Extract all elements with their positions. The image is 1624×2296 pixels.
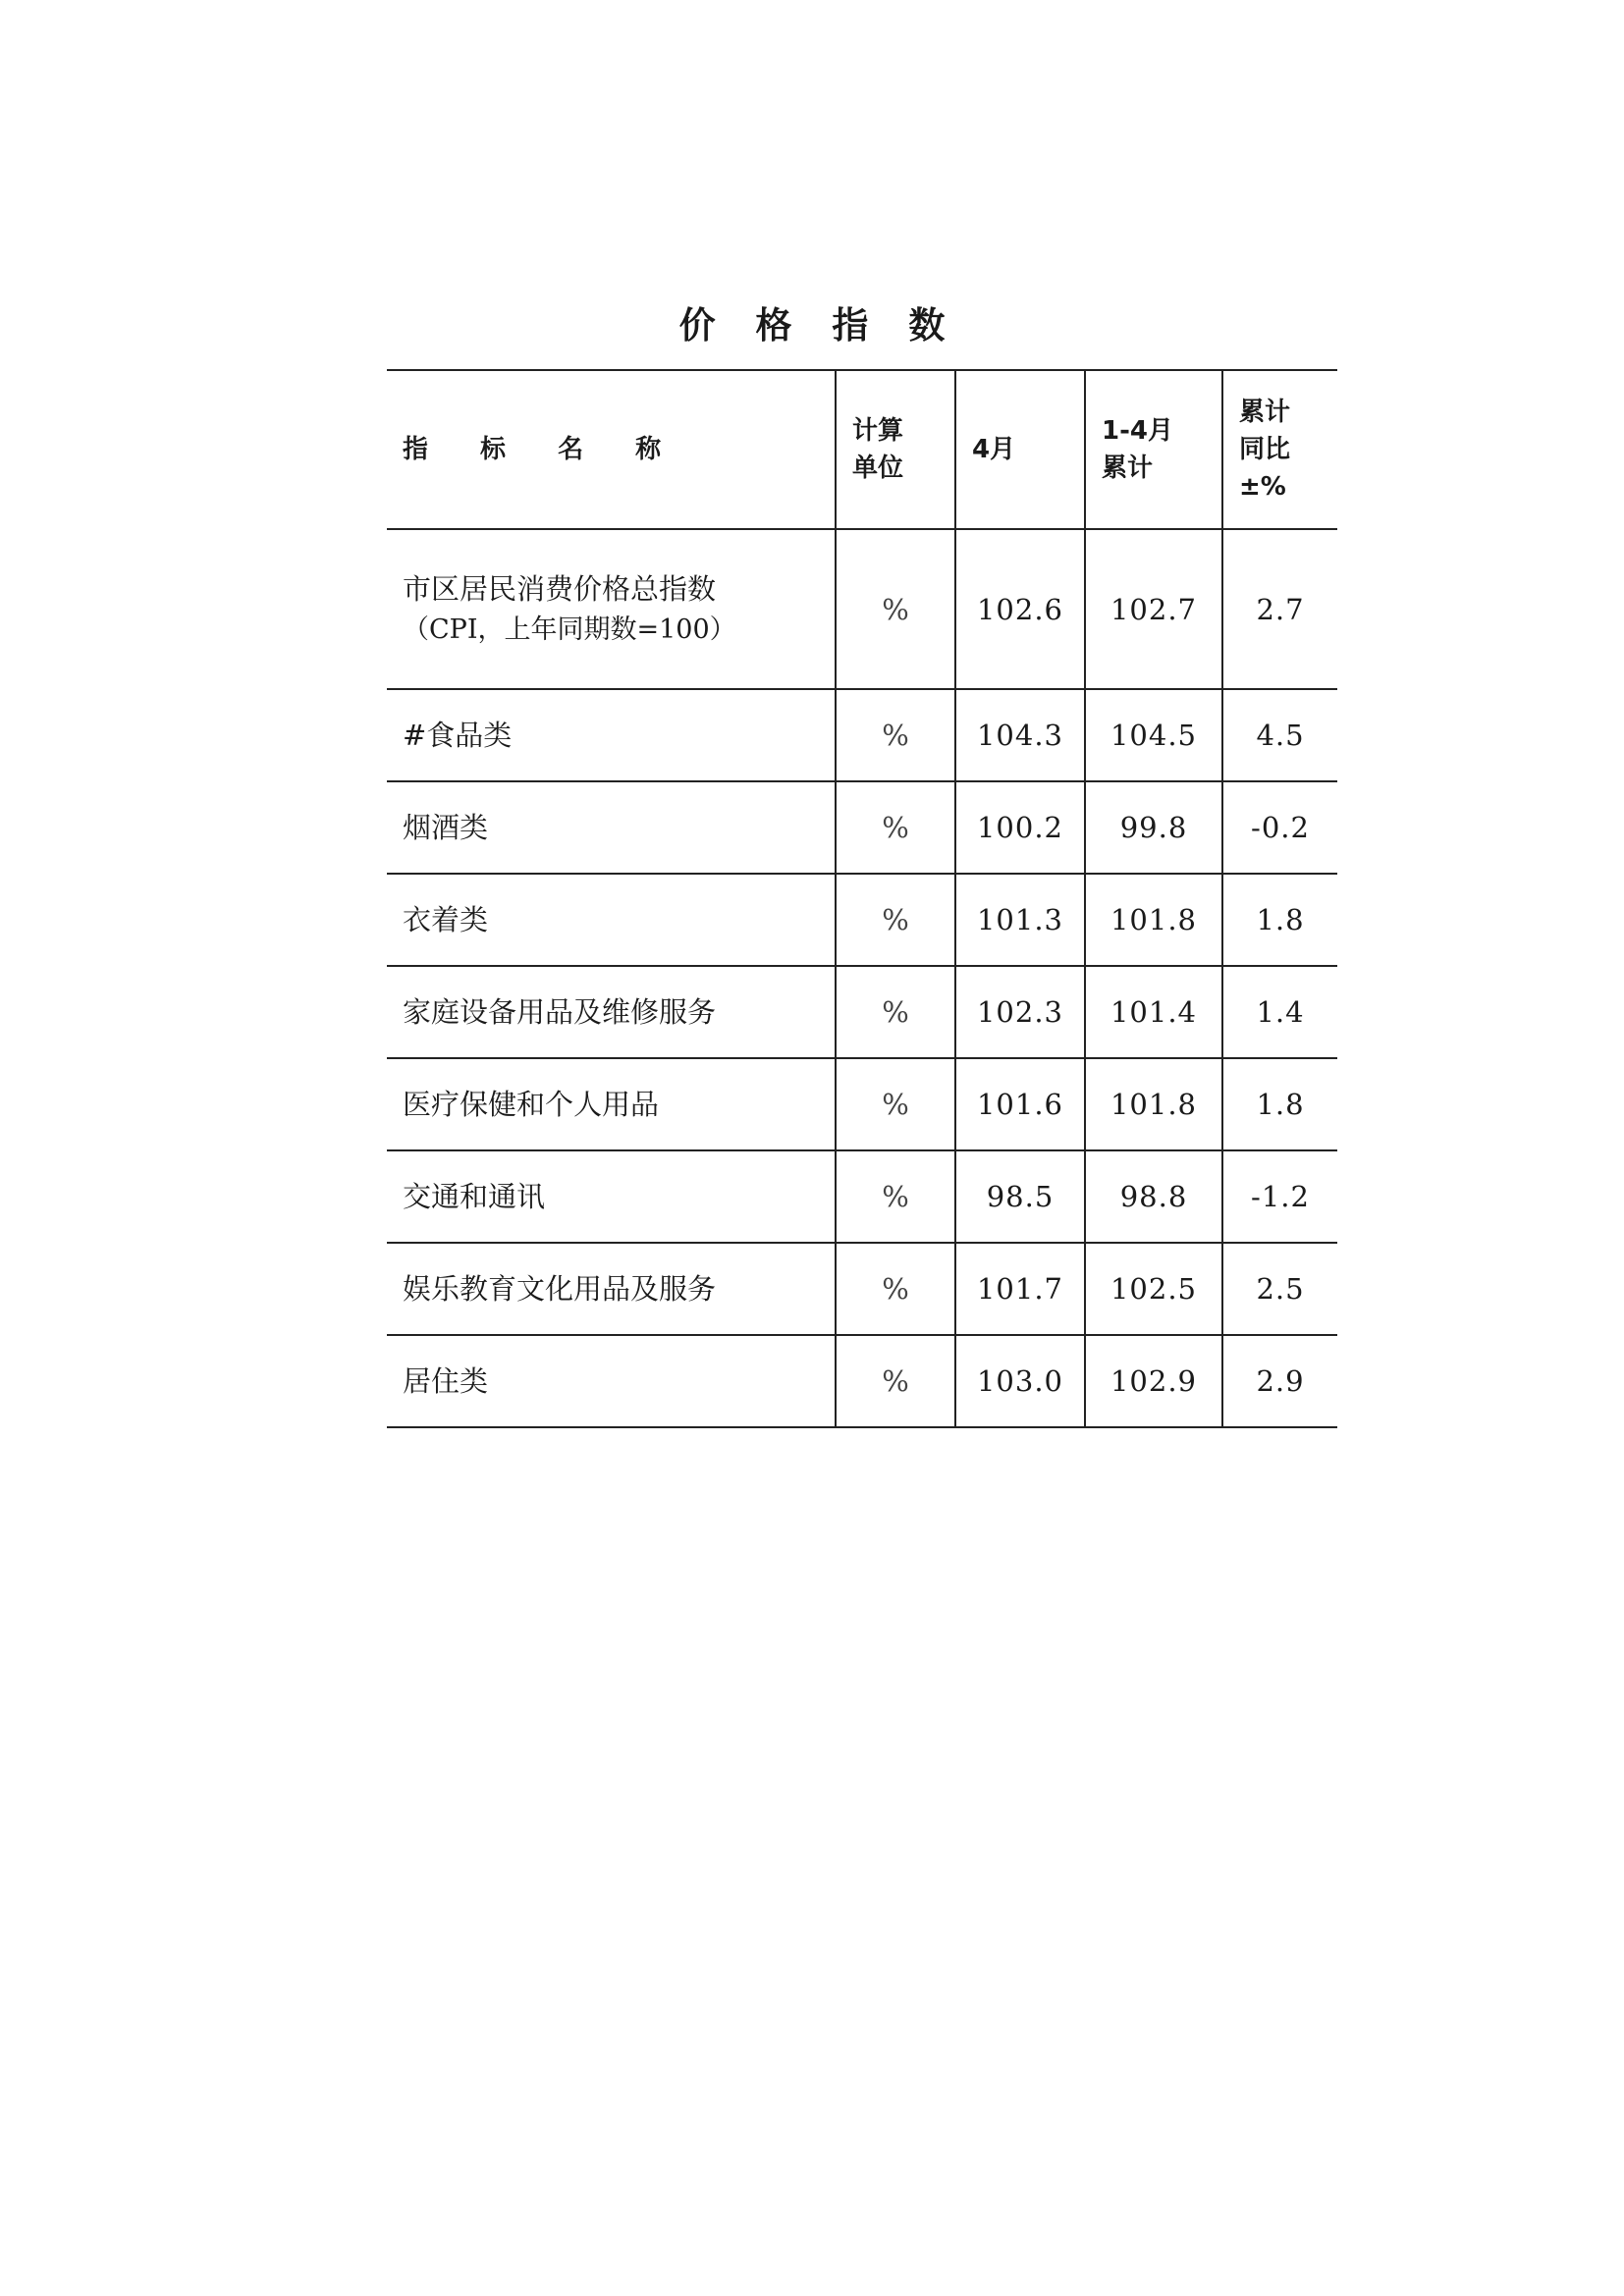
row-name: 衣着类 (387, 874, 836, 966)
table-row (387, 781, 1337, 874)
row-april-value: 98.5 (955, 1150, 1085, 1243)
row-unit: % (836, 1150, 955, 1243)
row-unit: % (836, 689, 955, 781)
document-title: 价 格 指 数 (678, 304, 959, 347)
row-unit: % (836, 781, 955, 874)
header-april: 4月 (955, 370, 1085, 529)
row-april-value: 101.3 (955, 874, 1085, 966)
row-april-value: 101.6 (955, 1058, 1085, 1150)
row-cumulative-value: 101.8 (1085, 874, 1222, 966)
row-yoy-value: 4.5 (1222, 689, 1337, 781)
row-name: 家庭设备用品及维修服务 (387, 966, 836, 1058)
row-name: 医疗保健和个人用品 (387, 1058, 836, 1150)
header-cumulative-line2: 累计 (1102, 454, 1154, 483)
row-name: 交通和通讯 (387, 1150, 836, 1243)
row-yoy-value: 1.8 (1222, 874, 1337, 966)
row-april-value: 102.3 (955, 966, 1085, 1058)
row-name-main: 市区居民消费价格总指数 (403, 571, 717, 606)
header-unit-line1: 计算 (852, 416, 904, 446)
header-cumulative (1085, 370, 1222, 529)
price-index-table (387, 369, 1337, 1428)
header-yoy-line2: 同比 (1239, 435, 1291, 464)
table-row (387, 1150, 1337, 1243)
row-unit: % (836, 874, 955, 966)
row-name: #食品类 (387, 689, 836, 781)
table-row (387, 1243, 1337, 1335)
header-indicator-name: 指 标 名 称 (387, 370, 836, 529)
table-row (387, 1058, 1337, 1150)
row-cumulative-value: 102.5 (1085, 1243, 1222, 1335)
header-cumulative-line1: 1-4月 (1102, 416, 1173, 446)
row-april-value: 100.2 (955, 781, 1085, 874)
header-unit (836, 370, 955, 529)
row-cumulative-value: 104.5 (1085, 689, 1222, 781)
row-unit: % (836, 529, 955, 689)
table-row (387, 529, 1337, 689)
row-april-value: 102.6 (955, 529, 1085, 689)
row-cumulative-value: 102.7 (1085, 529, 1222, 689)
header-yoy-line1: 累计 (1239, 398, 1291, 427)
header-yoy (1222, 370, 1337, 529)
table-row (387, 1335, 1337, 1427)
row-unit: % (836, 966, 955, 1058)
row-cumulative-value: 98.8 (1085, 1150, 1222, 1243)
row-name: 居住类 (387, 1335, 836, 1427)
row-unit: % (836, 1058, 955, 1150)
header-yoy-line3: ±% (1239, 472, 1286, 502)
row-april-value: 101.7 (955, 1243, 1085, 1335)
row-yoy-value: 2.7 (1222, 529, 1337, 689)
row-name: 娱乐教育文化用品及服务 (387, 1243, 836, 1335)
row-april-value: 104.3 (955, 689, 1085, 781)
row-yoy-value: 1.8 (1222, 1058, 1337, 1150)
row-april-value: 103.0 (955, 1335, 1085, 1427)
row-unit: % (836, 1335, 955, 1427)
table-row (387, 874, 1337, 966)
table-header-row (387, 370, 1337, 529)
row-cumulative-value: 101.4 (1085, 966, 1222, 1058)
row-name-sub: （CPI，上年同期数=100） (403, 614, 736, 645)
row-cumulative-value: 101.8 (1085, 1058, 1222, 1150)
row-cumulative-value: 102.9 (1085, 1335, 1222, 1427)
row-yoy-value: 2.5 (1222, 1243, 1337, 1335)
table-row (387, 689, 1337, 781)
row-name: 烟酒类 (387, 781, 836, 874)
row-cumulative-value: 99.8 (1085, 781, 1222, 874)
table-row (387, 966, 1337, 1058)
row-yoy-value: -0.2 (1222, 781, 1337, 874)
row-unit: % (836, 1243, 955, 1335)
row-name (387, 529, 836, 689)
row-yoy-value: 2.9 (1222, 1335, 1337, 1427)
row-yoy-value: 1.4 (1222, 966, 1337, 1058)
header-unit-line2: 单位 (852, 454, 904, 483)
row-yoy-value: -1.2 (1222, 1150, 1337, 1243)
